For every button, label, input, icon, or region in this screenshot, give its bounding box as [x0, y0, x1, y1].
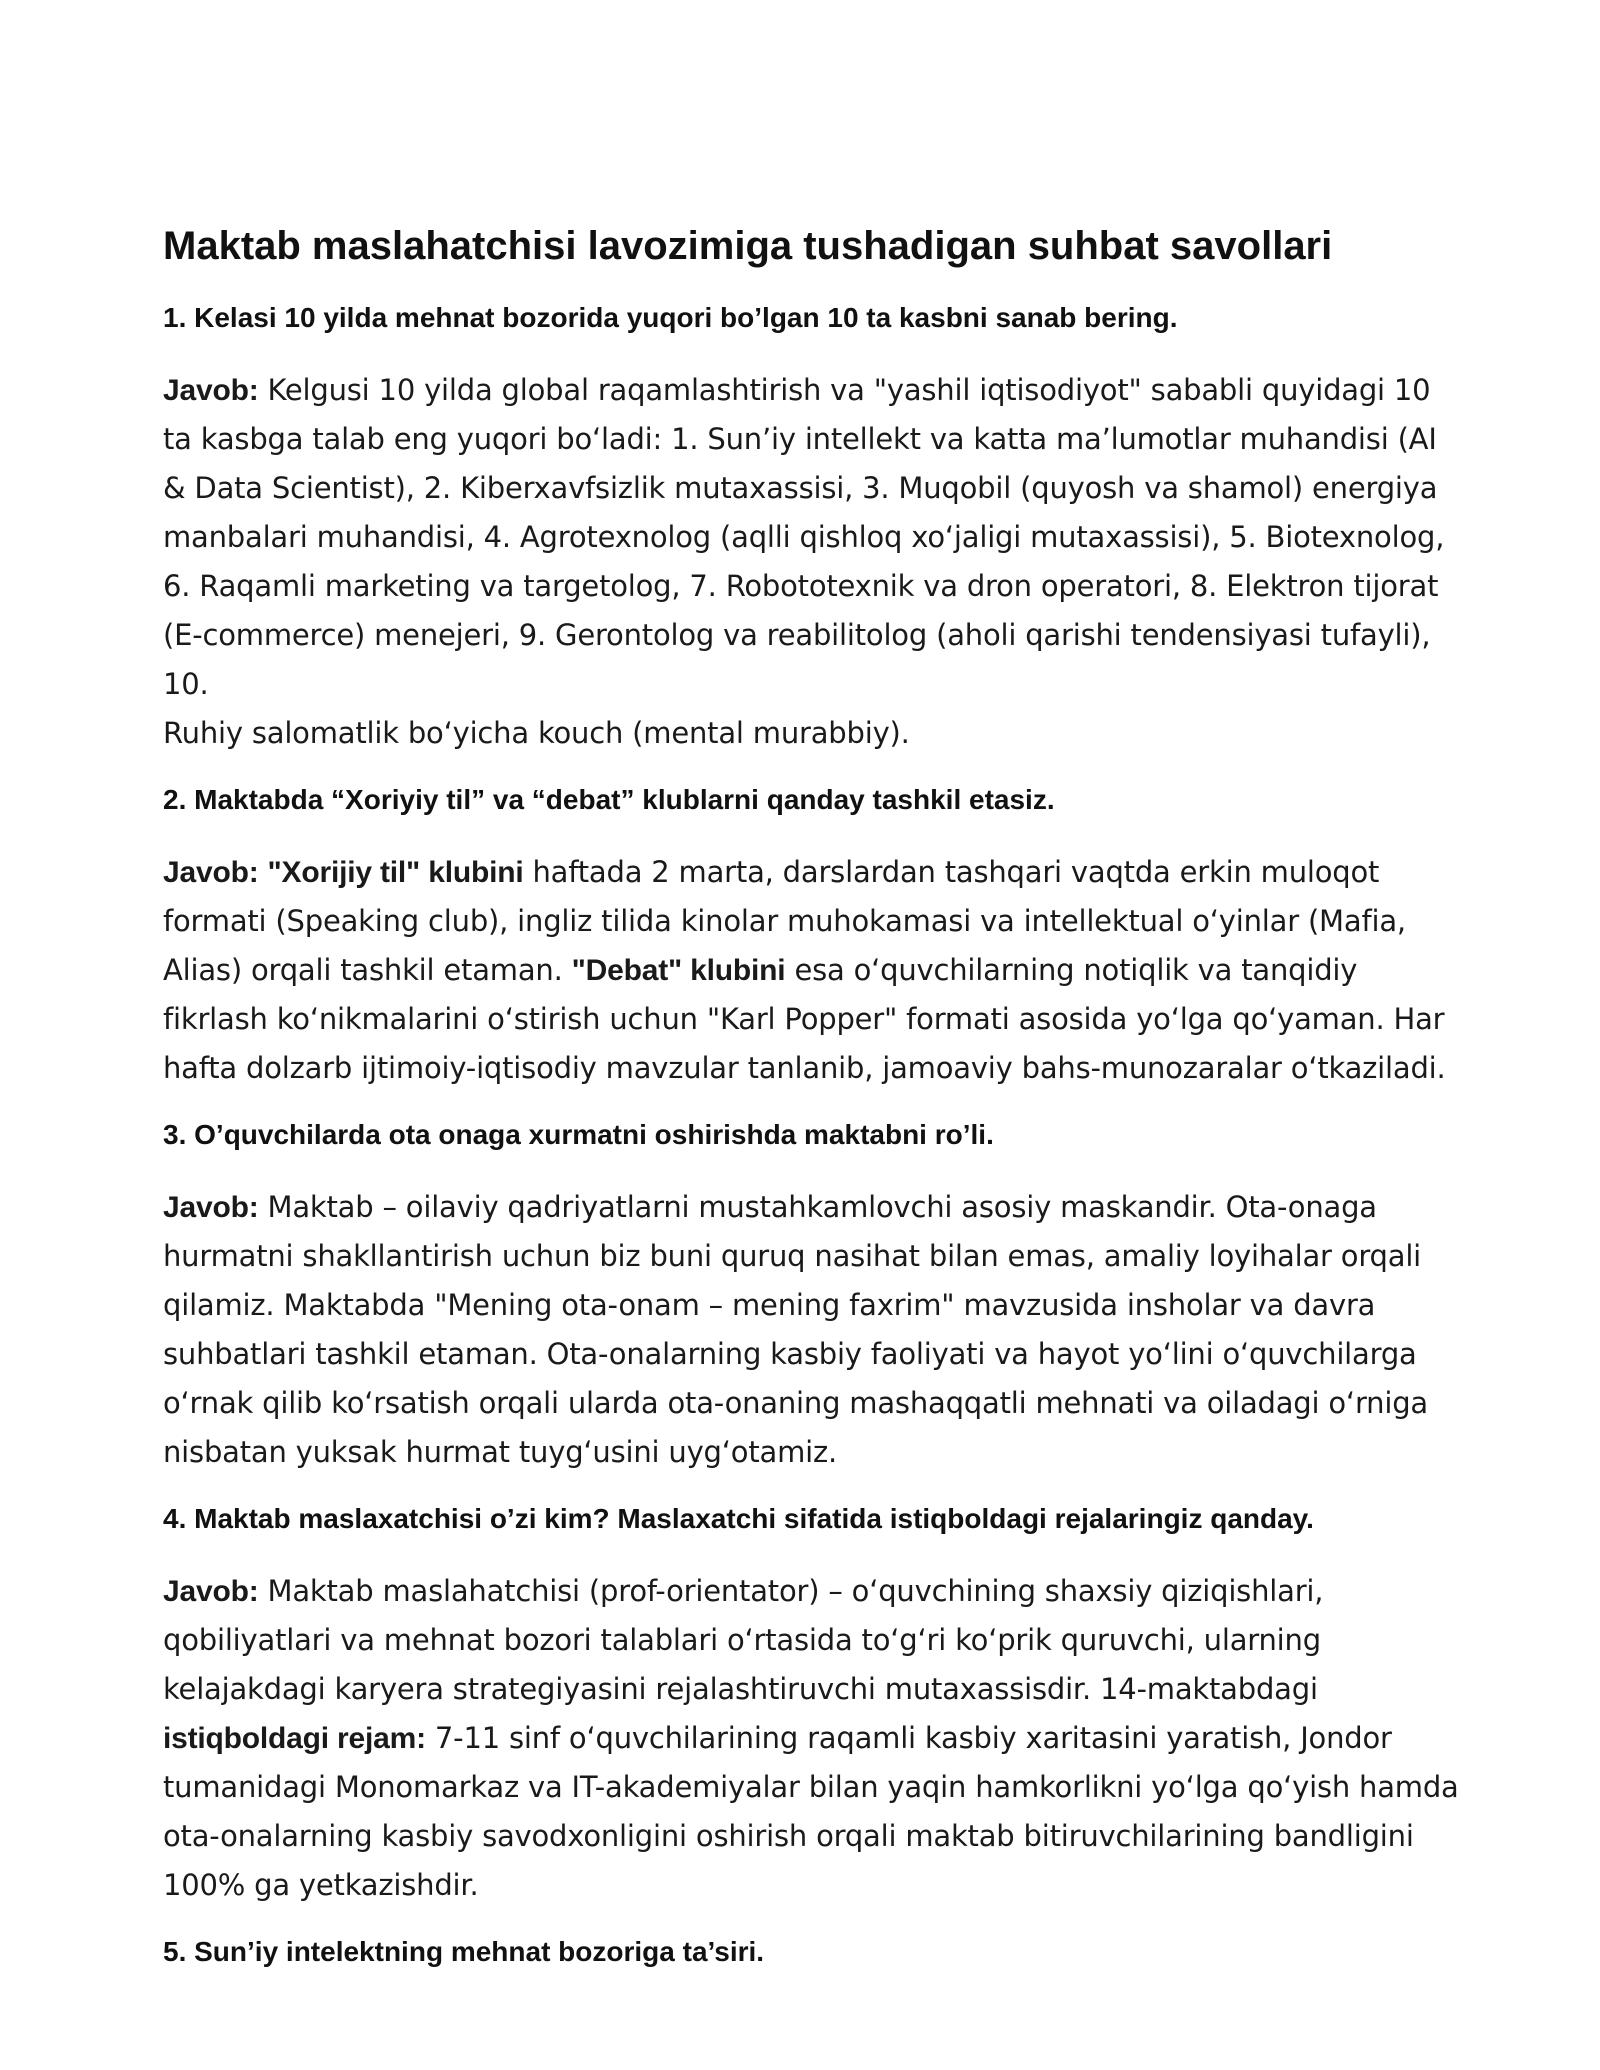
answer-2-debate-club-label: "Debat" klubini [571, 954, 786, 987]
answer-1-text: Kelgusi 10 yilda global raqamlashtirish va "yashil iqtisodiyot" sababli quyidagi 10 ta kasbga talab eng yuqori boʻladi: 1. Sunʼiy intellekt va katta maʼlumotlar muhandisi (AI & Data Scientist), 2. Kiberxavfsizlik mutaxassisi, 3. Muqobil (quyosh va shamol) energiya manbalari muhandisi, 4. Agrotexnolog (aqlli qishloq xoʻjaligi mutaxassisi), 5. Biotexnolog, 6. Raqamli marketing va targetolog, 7. Robototexnik va dron operatori, 8. Elektron tijorat (E-commerce) menejeri, 9. Gerontolog va reabilitolog (aholi qarishi tendensiyasi tufayli), 10. [163, 373, 1445, 701]
answer-4-text-2: 7-11 sinf oʻquvchilarining raqamli kasbiy xaritasini yaratish, Jondor tumanidagi Monomarkaz va IT-akademiyalar bilan yaqin hamkorlikni yoʻlga qoʻyish hamda ota-onalarning kasbiy savodxonligini oshirish orqali maktab bitiruvchilarining bandligini 100% ga yetkazishdir. [163, 1721, 1459, 1902]
answer-4-text-1: Maktab maslahatchisi (prof-orientator) – oʻquvchining shaxsiy qiziqishlari, qobiliyatlari va mehnat bozori talablari oʻrtasida toʻgʻri koʻprik quruvchi, ularning kelajakdagi karyera strategiyasini rejalashtiruvchi mutaxassisdir. 14-maktabdagi [163, 1574, 1324, 1706]
answer-4-plans-label: istiqboldagi rejam: [163, 1722, 426, 1755]
answer-4 [163, 1567, 1463, 1910]
answer-1 [163, 366, 1463, 758]
answer-label: Javob: [163, 856, 259, 889]
question-1: 1. Kelasi 10 yilda mehnat bozorida yuqori bo’lgan 10 ta kasbni sanab bering. [163, 302, 1178, 333]
answer-label: Javob: [163, 1575, 259, 1608]
answer-2-text-2: esa oʻquvchilarning notiqlik va tanqidiy fikrlash koʻnikmalarini oʻstirish uchun "Karl Popper" formati asosida yoʻlga qoʻyaman. Har hafta dolzarb ijtimoiy-iqtisodiy mavzular tanlanib, jamoaviy bahs-munozaralar oʻtkaziladi. [163, 953, 1446, 1085]
answer-label: Javob: [163, 1191, 259, 1224]
question-4: 4. Maktab maslaxatchisi o’zi kim? Maslaxatchi sifatida istiqboldagi rejalaringiz qanday. [163, 1503, 1314, 1534]
answer-label: Javob: [163, 374, 259, 407]
answer-2 [163, 848, 1463, 1093]
question-5: 5. Sun’iy intelektning mehnat bozoriga ta’siri. [163, 1936, 765, 1967]
document-title: Maktab maslahatchisi lavozimiga tushadigan suhbat savollari [163, 224, 1333, 268]
question-3: 3. O’quvchilarda ota onaga xurmatni oshirishda maktabni ro’li. [163, 1119, 994, 1150]
answer-3-text: Maktab – oilaviy qadriyatlarni mustahkamlovchi asosiy maskandir. Ota-onaga hurmatni shakllantirish uchun biz buni quruq nasihat bilan emas, amaliy loyihalar orqali qilamiz. Maktabda "Mening ota-onam – mening faxrim" mavzusida insholar va davra suhbatlari tashkil etaman. Ota-onalarning kasbiy faoliyati va hayot yoʻlini oʻquvchilarga oʻrnak qilib koʻrsatish orqali ularda ota-onaning mashaqqatli mehnati va oiladagi oʻrniga nisbatan yuksak hurmat tuygʻusini uygʻotamiz. [163, 1190, 1428, 1469]
answer-1-tail: Ruhiy salomatlik boʻyicha kouch (mental murabbiy). [163, 716, 910, 750]
answer-2-foreign-club-label: "Xorijiy til" klubini [267, 856, 524, 889]
document-page [163, 220, 1463, 2000]
answer-3 [163, 1183, 1463, 1477]
answer-2-text-1: haftada 2 marta, darslardan tashqari vaqtda erkin muloqot formati (Speaking club), ingliz tilida kinolar muhokamasi va intellektual oʻyinlar (Mafia, Alias) orqali tashkil etaman. [163, 855, 1406, 987]
question-2: 2. Maktabda “Xoriyiy til” va “debat” klublarni qanday tashkil etasiz. [163, 784, 1055, 815]
